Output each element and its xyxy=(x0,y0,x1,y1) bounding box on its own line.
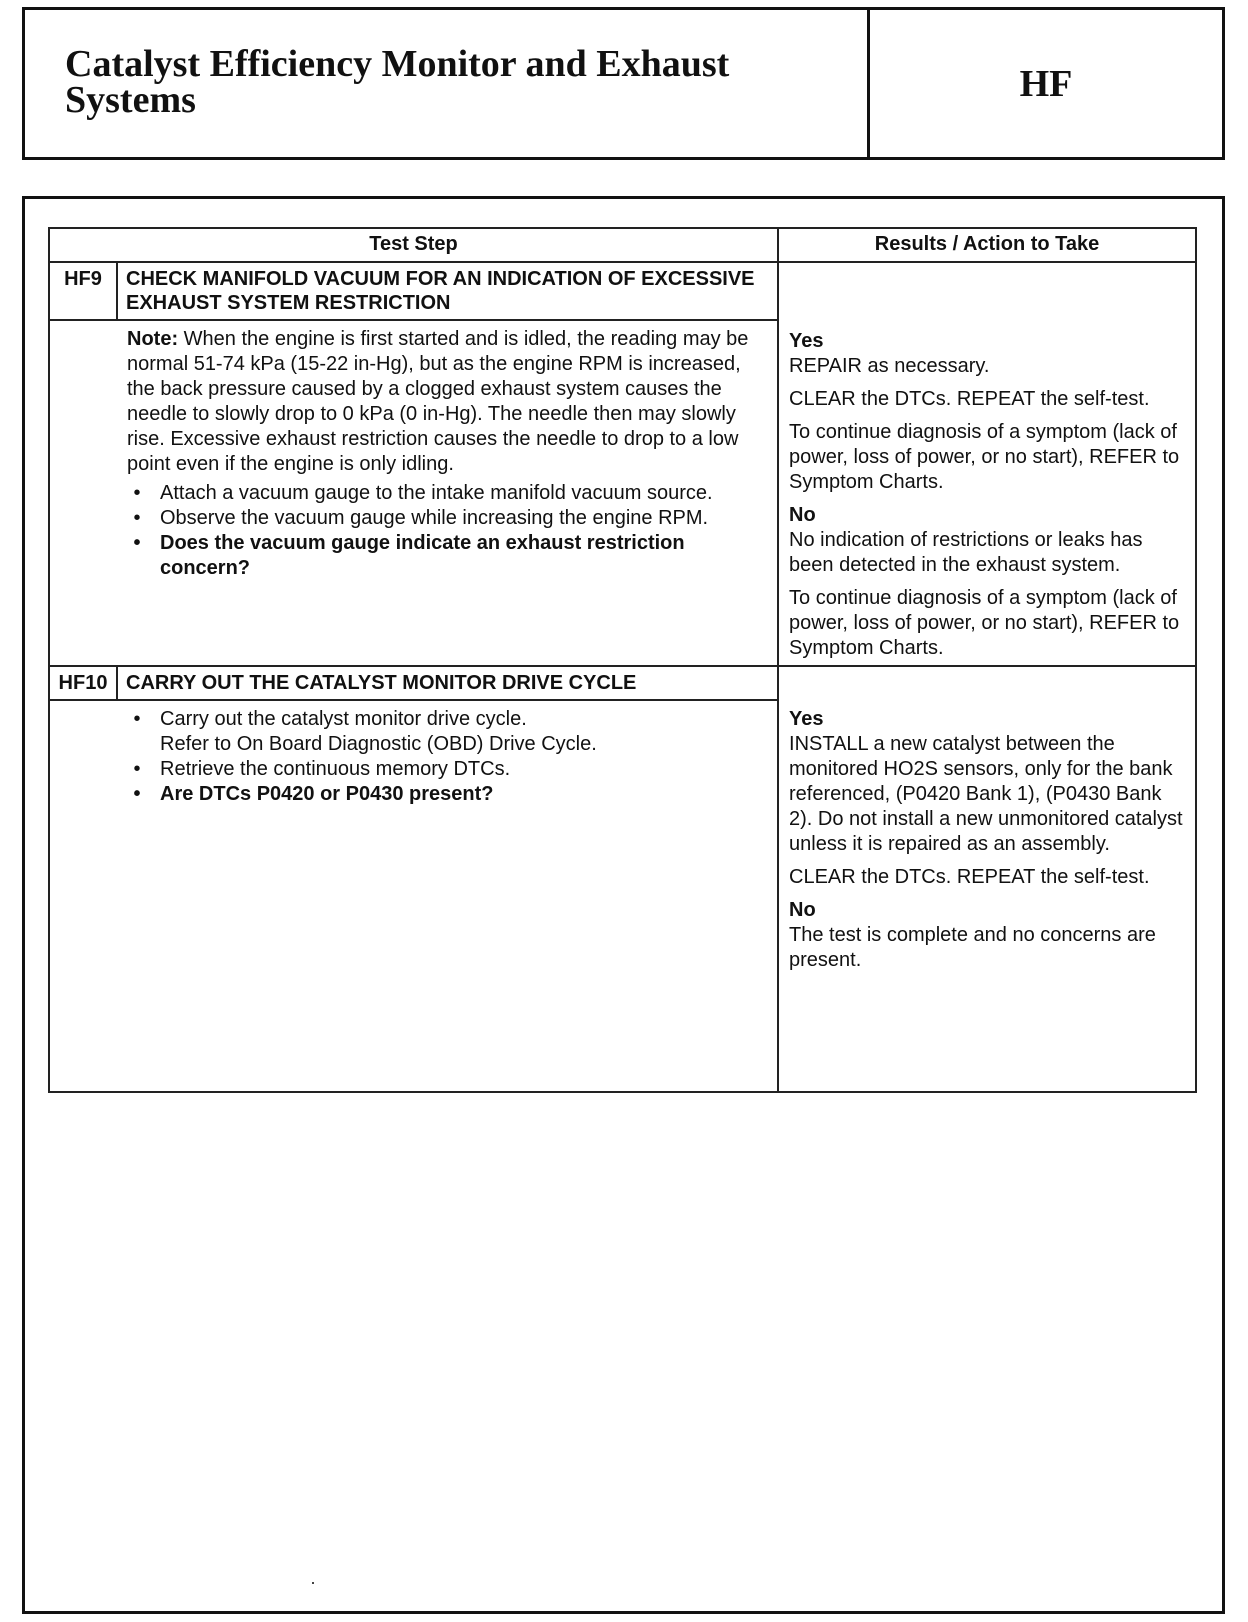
step-id: HF10 xyxy=(49,666,117,700)
note-label: Note: xyxy=(127,328,179,350)
step-body xyxy=(117,700,778,1092)
step-results xyxy=(778,666,1196,1092)
bullet-line: Carry out the catalyst monitor drive cycle. xyxy=(160,708,527,730)
yes-label: Yes xyxy=(789,330,824,352)
instruction-bullet: • Observe the vacuum gauge while increasing the engine RPM. xyxy=(160,506,767,531)
yes-action: INSTALL a new catalyst between the monitored HO2S sensors, only for the bank referenced, (P0420 Bank 1), (P0430 Bank 2). Do not install a new unmonitored catalyst unless it is repaired as an assembly. xyxy=(789,733,1183,855)
instruction-bullet: • Retrieve the continuous memory DTCs. xyxy=(160,757,767,782)
step-note xyxy=(127,327,767,477)
scan-speck xyxy=(312,1582,314,1584)
results-header: Results / Action to Take xyxy=(778,228,1196,262)
step-results xyxy=(778,262,1196,666)
step-title: CHECK MANIFOLD VACUUM FOR AN INDICATION OF EXCESSIVE EXHAUST SYSTEM RESTRICTION xyxy=(117,262,778,320)
note-text: When the engine is first started and is idled, the reading may be normal 51-74 kPa (15-22 in-Hg), but as the engine RPM is increased, the back pressure caused by a clogged exhaust system causes the needle to slowly drop to 0 kPa (0 in-Hg). The needle then may slowly rise. Excessive exhaust restriction causes the needle to drop to a low point even if the engine is only idling. xyxy=(127,328,749,475)
step-body xyxy=(117,320,778,666)
yes-action: REPAIR as necessary. xyxy=(789,355,990,377)
diagnostic-table xyxy=(48,227,1197,1093)
yes-action: CLEAR the DTCs. REPEAT the self-test. xyxy=(789,866,1150,888)
yes-action: To continue diagnosis of a symptom (lack of power, loss of power, or no start), REFER to Symptom Charts. xyxy=(789,421,1180,493)
no-label: No xyxy=(789,504,816,526)
instruction-bullet xyxy=(160,707,767,757)
step-question: • Are DTCs P0420 or P0430 present? xyxy=(160,782,767,807)
no-action: The test is complete and no concerns are present. xyxy=(789,924,1156,971)
section-code: HF xyxy=(1019,62,1073,105)
no-action: To continue diagnosis of a symptom (lack of power, loss of power, or no start), REFER to Symptom Charts. xyxy=(789,587,1180,659)
test-step-header: Test Step xyxy=(49,228,778,262)
no-action: No indication of restrictions or leaks has been detected in the exhaust system. xyxy=(789,529,1143,576)
page-header xyxy=(22,7,1225,160)
step-question: • Does the vacuum gauge indicate an exhaust restriction concern? xyxy=(160,531,767,581)
yes-label: Yes xyxy=(789,708,824,730)
instruction-bullet: • Attach a vacuum gauge to the intake manifold vacuum source. xyxy=(160,481,767,506)
bullet-line: Refer to On Board Diagnostic (OBD) Drive Cycle. xyxy=(160,733,597,755)
no-label: No xyxy=(789,899,816,921)
step-id: HF9 xyxy=(49,262,117,320)
yes-action: CLEAR the DTCs. REPEAT the self-test. xyxy=(789,388,1150,410)
section-title: Catalyst Efficiency Monitor and Exhaust Systems xyxy=(25,10,870,157)
step-title: CARRY OUT THE CATALYST MONITOR DRIVE CYCLE xyxy=(117,666,778,700)
